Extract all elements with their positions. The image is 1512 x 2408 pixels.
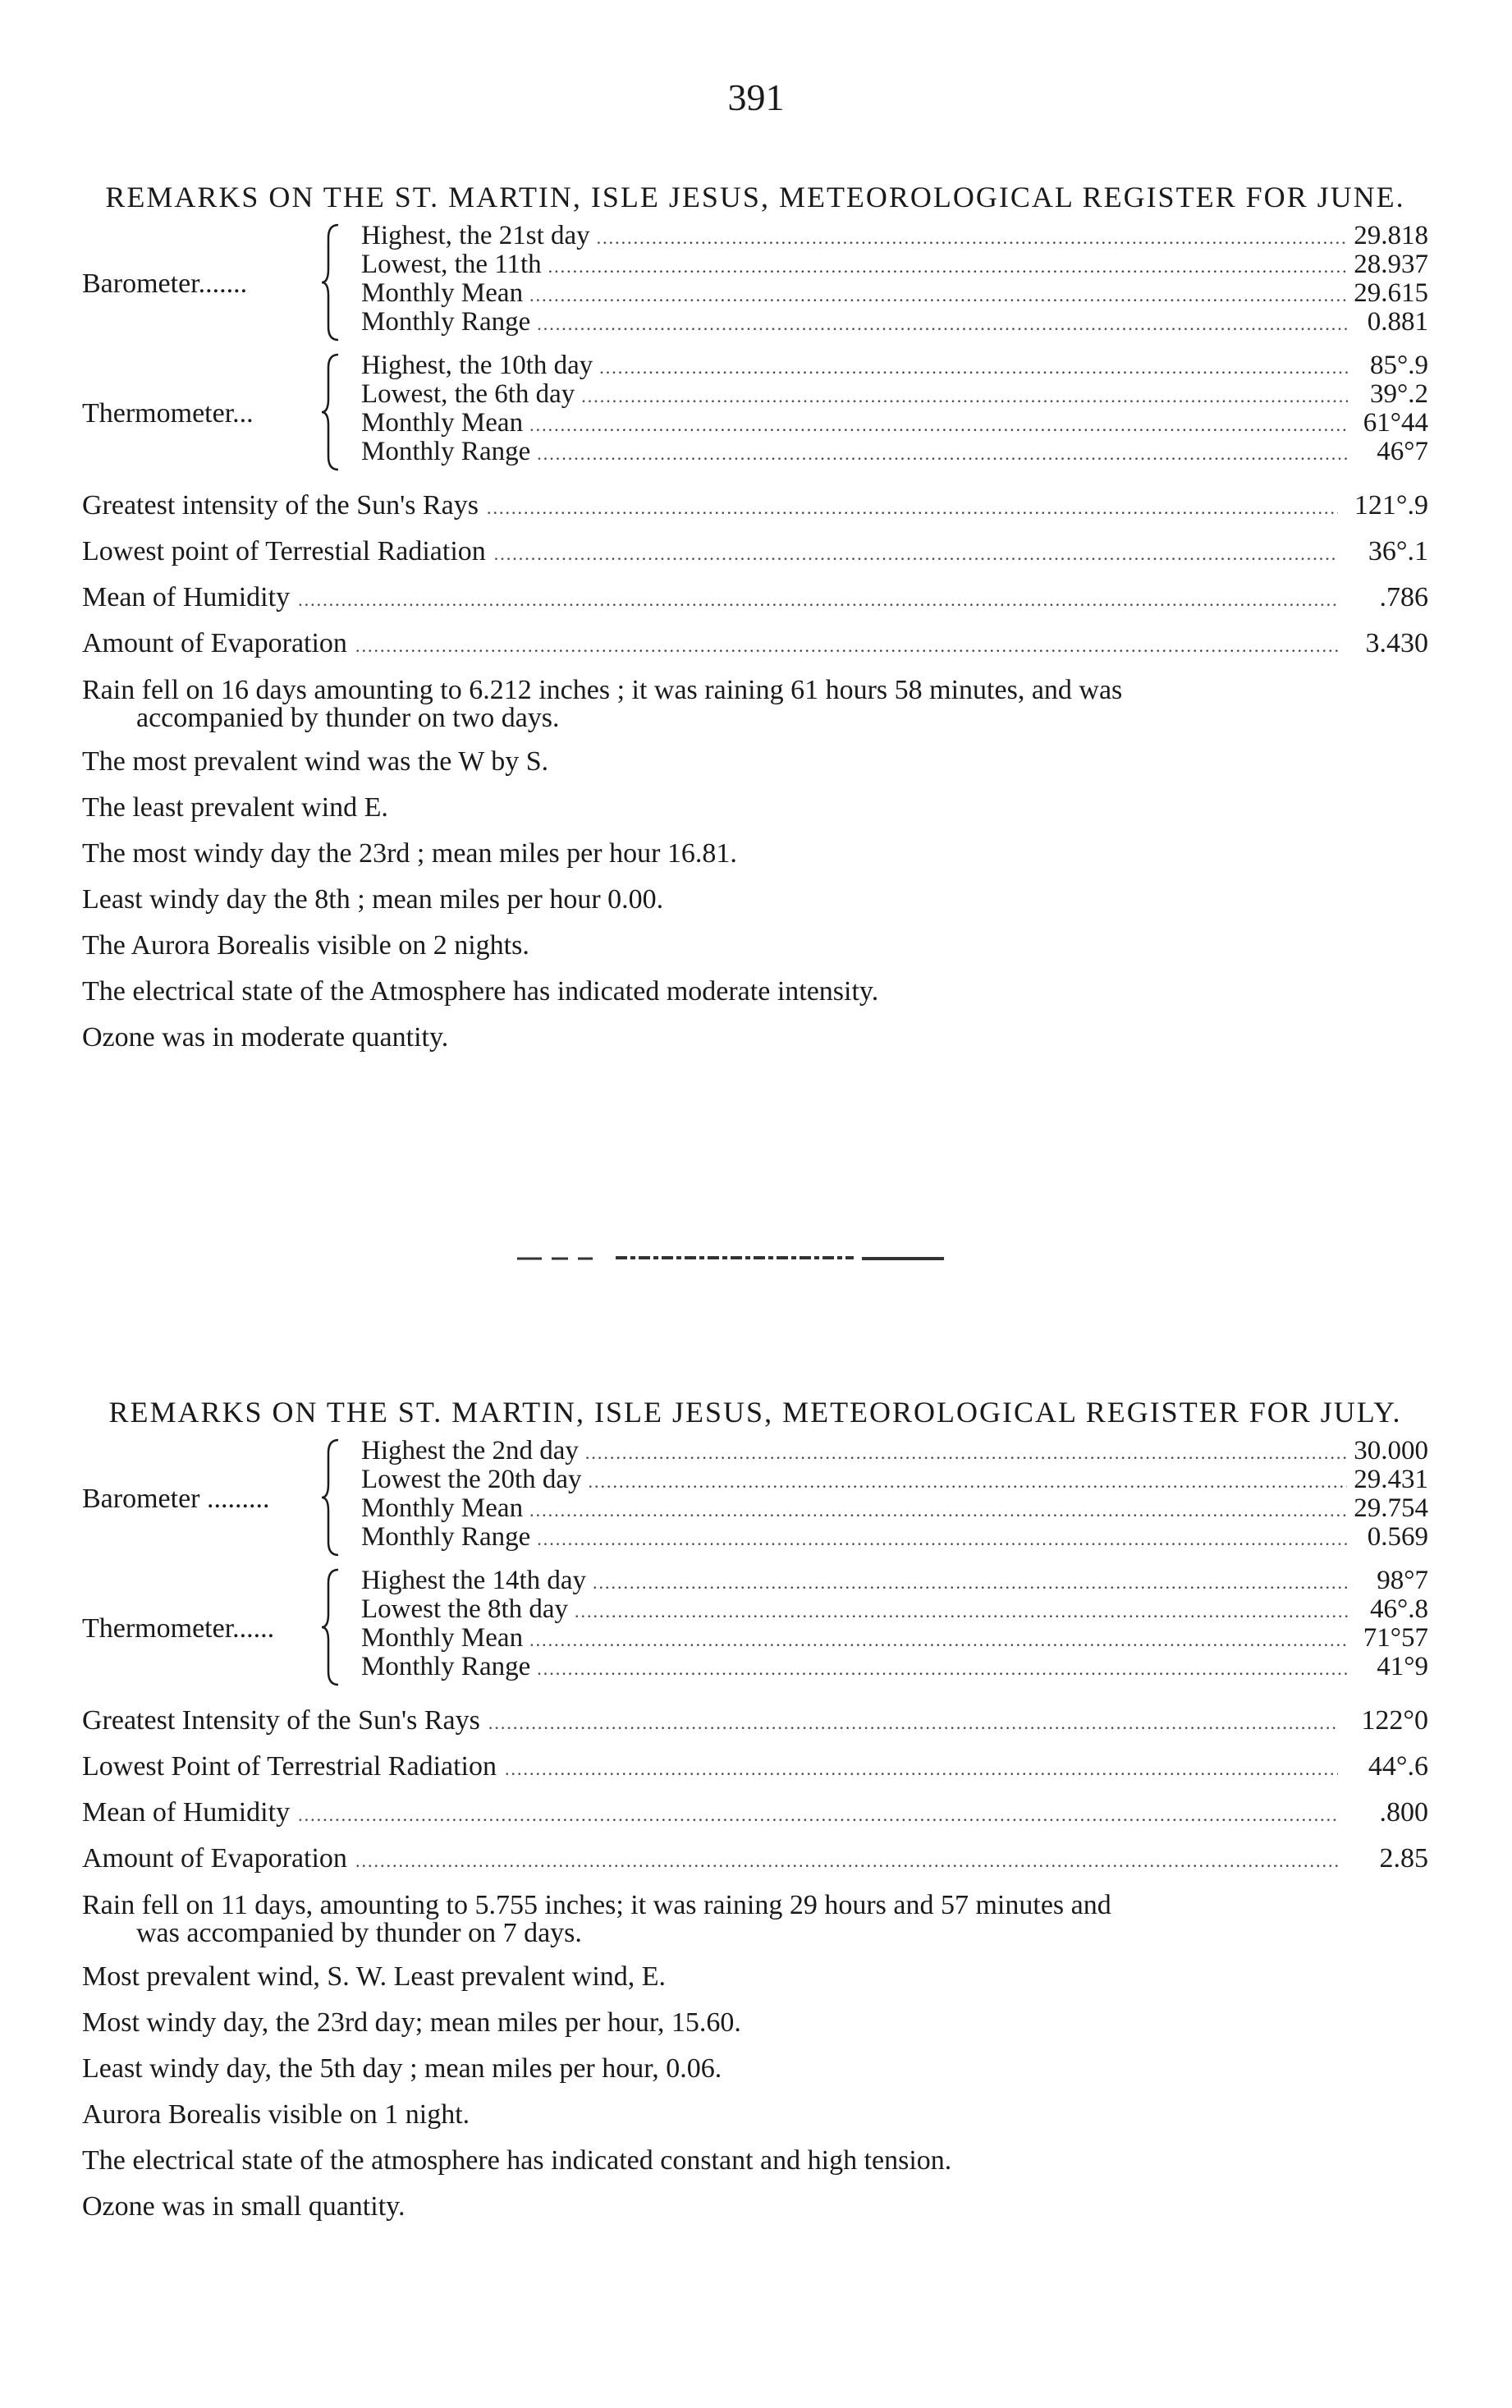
- brace-icon: [322, 223, 340, 342]
- july-barometer-row: Monthly Mean ..... 29.754: [361, 1494, 1428, 1523]
- july-barometer-row: Highest the 2nd day ..... 30.000: [361, 1437, 1428, 1465]
- july-stat-row: Amount of Evaporation ..... 2.85: [82, 1836, 1428, 1882]
- june-section: [82, 181, 1428, 1061]
- july-thermometer-row: Highest the 14th day ..... 98°7: [361, 1566, 1428, 1595]
- july-barometer-row: Monthly Range ..... 0.569: [361, 1523, 1428, 1552]
- brace-icon: [322, 1568, 340, 1686]
- june-barometer-row: Highest, the 21st day ..... 29.818: [361, 222, 1428, 250]
- july-thermometer-row: Lowest the 8th day ..... 46°.8: [361, 1595, 1428, 1624]
- june-stat-row: Greatest intensity of the Sun's Rays ..... 121°.9: [82, 483, 1428, 529]
- july-remark: The electrical state of the atmosphere has indicated constant and high tension.: [82, 2145, 952, 2176]
- july-remark: Least windy day, the 5th day ; mean miles per hour, 0.06.: [82, 2053, 722, 2084]
- july-thermometer-group: [82, 1566, 1428, 1691]
- july-stat-row: Mean of Humidity ..... .800: [82, 1790, 1428, 1836]
- june-title: REMARKS ON THE ST. MARTIN, ISLE JESUS, METEOROLOGICAL REGISTER FOR JUNE.: [105, 181, 1405, 213]
- july-thermometer-row: Monthly Mean ..... 71°57: [361, 1624, 1428, 1653]
- june-barometer-label: Barometer.......: [82, 268, 248, 299]
- july-stat-row: Greatest Intensity of the Sun's Rays ..... 122°0: [82, 1698, 1428, 1744]
- july-rain-paragraph: Rain fell on 11 days, amounting to 5.755 inches; it was raining 29 hours and 57 minutes and was accompanied by thunder on 7 days.: [82, 1890, 1111, 1948]
- july-stat-row: Lowest Point of Terrestrial Radiation ..... 44°.6: [82, 1744, 1428, 1790]
- july-title: REMARKS ON THE ST. MARTIN, ISLE JESUS, METEOROLOGICAL REGISTER FOR JULY.: [108, 1396, 1402, 1429]
- june-barometer-row: Monthly Range ..... 0.881: [361, 308, 1428, 337]
- july-thermometer-row: Monthly Range ..... 41°9: [361, 1653, 1428, 1681]
- june-stat-row: Amount of Evaporation ..... 3.430: [82, 621, 1428, 667]
- june-remark: The least prevalent wind E.: [82, 792, 388, 823]
- june-remark: The electrical state of the Atmosphere has indicated moderate intensity.: [82, 976, 879, 1007]
- brace-icon: [322, 1438, 340, 1557]
- july-barometer-label: Barometer .........: [82, 1484, 270, 1514]
- june-rain-paragraph: Rain fell on 16 days amounting to 6.212 inches ; it was raining 61 hours 58 minutes, and was accompanied by thunder on two days.: [82, 675, 1123, 733]
- june-barometer-group: [82, 222, 1428, 346]
- june-stat-row: Mean of Humidity ..... .786: [82, 575, 1428, 621]
- june-thermometer-row: Monthly Range ..... 46°7: [361, 438, 1428, 466]
- brace-icon: [322, 353, 340, 471]
- june-stat-row: Lowest point of Terrestial Radiation ..... 36°.1: [82, 529, 1428, 575]
- june-thermometer-row: Lowest, the 6th day ..... 39°.2: [361, 380, 1428, 409]
- june-thermometer-row: Monthly Mean ..... 61°44: [361, 409, 1428, 438]
- june-remark: Ozone was in moderate quantity.: [82, 1022, 449, 1053]
- july-remark: Aurora Borealis visible on 1 night.: [82, 2099, 470, 2130]
- july-thermometer-label: Thermometer......: [82, 1613, 275, 1644]
- july-remark: Ozone was in small quantity.: [82, 2191, 405, 2222]
- june-barometer-row: Lowest, the 11th ..... 28.937: [361, 250, 1428, 279]
- june-remark: The most prevalent wind was the W by S.: [82, 746, 549, 777]
- july-remark: Most prevalent wind, S. W. Least prevalent wind, E.: [82, 1961, 667, 1992]
- july-remark: Most windy day, the 23rd day; mean miles per hour, 15.60.: [82, 2007, 741, 2038]
- section-divider: [517, 1254, 944, 1264]
- june-remark: The most windy day the 23rd ; mean miles per hour 16.81.: [82, 838, 737, 869]
- july-section: [82, 1396, 1428, 2230]
- june-barometer-row: Monthly Mean ..... 29.615: [361, 279, 1428, 308]
- june-thermometer-group: [82, 351, 1428, 476]
- july-barometer-group: [82, 1437, 1428, 1562]
- june-remark: The Aurora Borealis visible on 2 nights.: [82, 930, 529, 961]
- june-remark: Least windy day the 8th ; mean miles per hour 0.00.: [82, 884, 664, 915]
- june-thermometer-row: Highest, the 10th day ..... 85°.9: [361, 351, 1428, 380]
- july-barometer-row: Lowest the 20th day ..... 29.431: [361, 1465, 1428, 1494]
- june-thermometer-label: Thermometer...: [82, 398, 254, 429]
- page-number: 391: [727, 76, 785, 118]
